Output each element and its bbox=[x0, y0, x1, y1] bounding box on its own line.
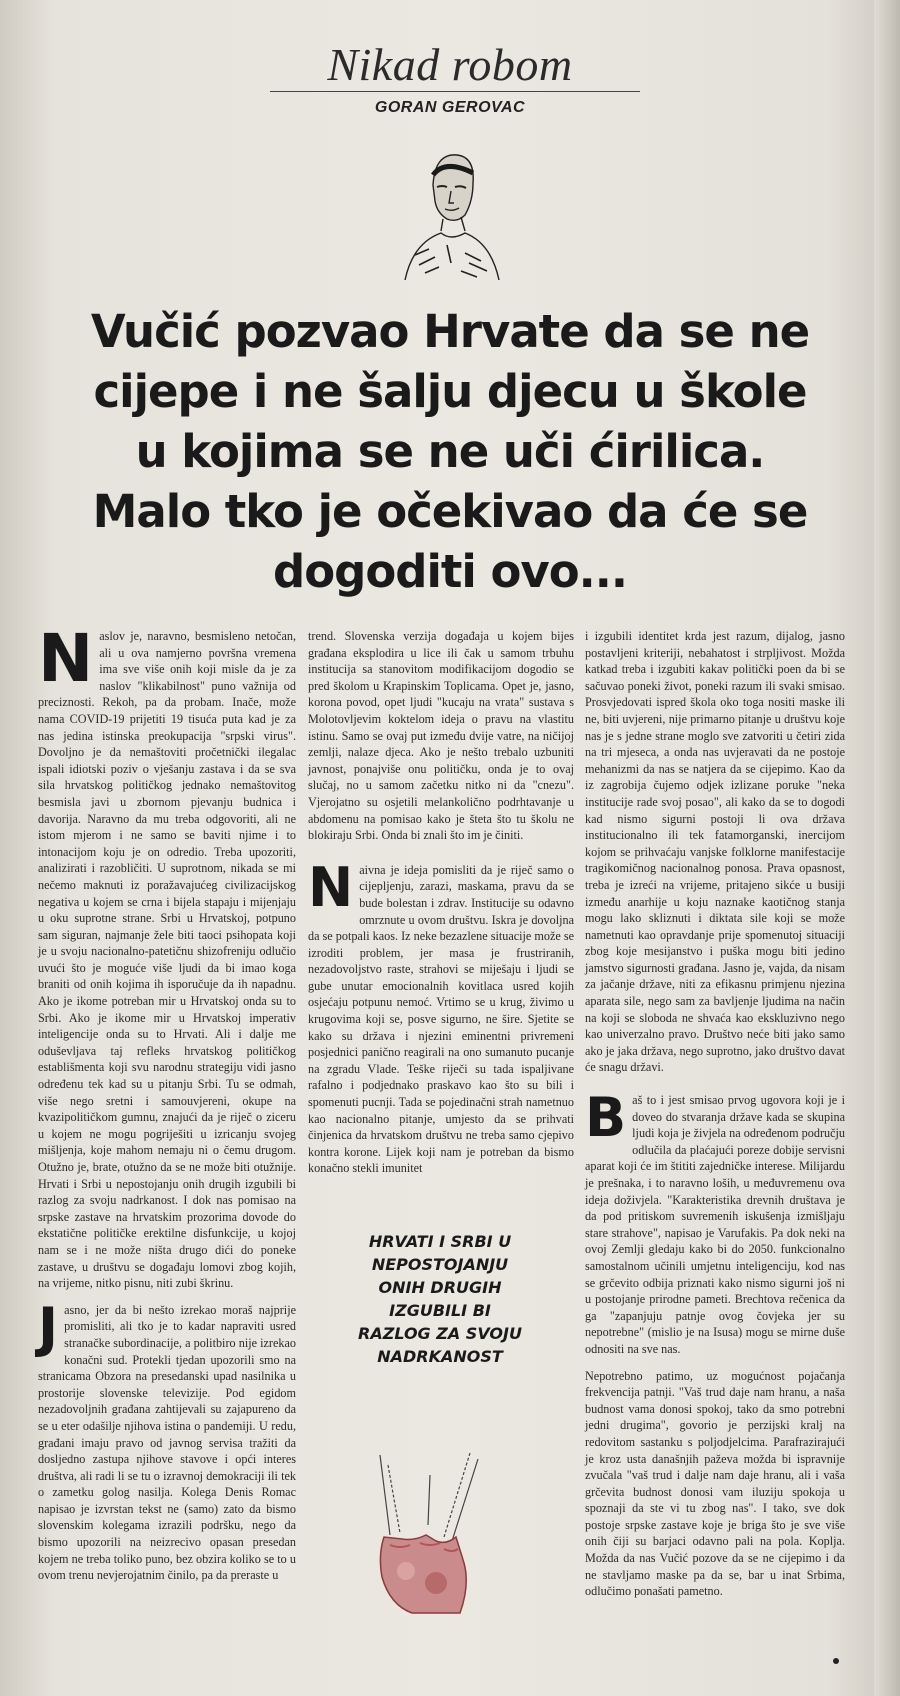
page-fold-shadow bbox=[874, 0, 900, 1696]
author-byline: GORAN GEROVAC bbox=[374, 99, 526, 116]
paragraph bbox=[585, 1086, 845, 1358]
paragraph bbox=[38, 1295, 296, 1584]
author-portrait bbox=[395, 145, 505, 280]
drop-cap: N bbox=[38, 620, 94, 697]
paragraph bbox=[38, 620, 296, 1292]
paragraph-text: aivna je ideja pomisliti da je riječ samo o cijepljenju, zarazi, maskama, pravu da se bude bolestan i zdrav. Institucije su odavno omrznute u ovom društvu. Iskra je dovoljna da se potpali kaos. Iz neke bezazlene situacije može se izroditi problem, jer masa je frustriranih, nezadovoljstvo raste, strahovi se miješaju i ljudi se gube unutar emocionalnih kovitlaca usred kojih osjećaju potpunu nemoć. Vrtimo se u krug, živimo u krugovima koji se, posve sigurno, ne šire. Sjetite se kako su država i njezini eminentni privremeni posjednici panično reagirali na ono sumanuto pucanje na zgradu Vlade. Teške riječi su tada ispaljivane rafalno i podjednako praskavo kao što su bili i spomenuti pucnji. Tada se pojedinačni strah nametnuo kao nacionalno pitanje, umjesto da se prihvati činjenica da hrvatskom društvu ne treba samo cjepivo kontra korone. Lijek koji nam je potreban da bismo konačno stekli imunitet bbox=[308, 862, 574, 1176]
drop-cap: J bbox=[38, 1295, 59, 1359]
article-column-3 bbox=[585, 628, 845, 1610]
paragraph: Nepotrebno patimo, uz mogućnost pojačanja frekvencija patnji. "Vaš trud daje nam hranu, a naša budnost vama donosi spokoj, tako da smo potrebni jedni drugima", govorio je perzijski kralj na redovitom sastanku s poljodjelcima. Parafrazirajući je kroz usta današnjih paževa možda bi ispravnije zvučala "vaš trud i dalje nam daje hranu, ali i vaša grčevita budnost donosi vam iluziju spokoja u spoznaji da ste vi tu zbog nas". I tako, sve dok postoje srpske zastave koje je briga što je sve više onih čiji su barjaci odavno pali na pola. Koplja. Možda da nas Vučić pozove da se ne cijepimo i da ne stavljamo maske pa da se, bar u inat Srbima, odlučimo ponašati pametno. bbox=[585, 1368, 845, 1599]
drop-cap: B bbox=[585, 1086, 627, 1150]
column-title: Nikad robom bbox=[327, 39, 573, 90]
drop-cap: N bbox=[308, 855, 354, 919]
article-column-1 bbox=[38, 620, 296, 1594]
paragraph: trend. Slovenska verzija događaja u kojem bijes građana eksplodira u lice ili čak u samom trbuhu institucija sa stanovitom modifikacijom dogodio se pred školom u Krapinskim Toplicama. Opet je, jasno, korona povod, opet ljudi "kucaju na vrata" sustava s Molotovljevim koktelom ideja o pravu na vlastitu istinu. Samo se ovaj put između dvije vatre, na ničijoj zemlji, nalaze djeca. Ako je nešto trebalo uzbuniti javnost, ponajviše onu političku, onda je to ovaj slučaj, no u samom začetku nitko ni da "cnezu". Vjerojatno su osjetili melankolično podrhtavanje u abdomenu na pomisao kako je šteta što tu školu ne blokiraju Srbi. Onda bi znali što im je činiti. bbox=[308, 629, 574, 843]
paragraph-text: asno, jer da bi nešto izrekao moraš najprije promisliti, ali tko je to kadar napraviti usred stranačke subordinacije, a politbiro nije izrekao konačni sud. Protekli tjedan upozorili smo na stranicama Obzora na presedanski upad nasilnika u prostorije slovenske televizije. Pod egidom nezadovoljnih građana zahtijevali su zajapureno da se u eter odašilje njihova istina o pandemiji. U redu, građani imaju pravo od javnog servisa tražiti da dosljedno zastupa njihove stavove i opći interes društva, ali radi li se tu o izravnoj demokraciji ili tek o zametku golog nasilja. Kolega Denis Romac napisao je izvrstan tekst ne (samo) zato da bismo slovenskim kolegama izrazili podršku, nego da bismo upozorili na neizrecivo opasan presedan kojem ne treba toliko puno, bez obzira koliko se to u ovom trenu nevjerojatnim činilo, pa da preraste u bbox=[38, 1302, 296, 1583]
title-rule bbox=[270, 91, 640, 92]
pull-quote: HRVATI I SRBI U NEPOSTOJANJU ONIH DRUGIH IZGUBILI BI RAZLOG ZA SVOJU NADRKANOST bbox=[358, 1232, 522, 1366]
paragraph-text: aš to i jest smisao prvog ugovora koji je i doveo do stvaranja države kada se skupina ljudi koja je živjela na određenom području odlučila da plaćajući poreze dobije servisni aparat koji će im štititi zajedničke interese. Milijardu je prešnaka, i to naravno loših, u međuvremenu ova ideja doživjela. "Karakteristika drevnih društava je da pod pritiskom suvremenih iskušenja izmišljaju stare strahove", napisao je Varufakis. Pa dok neki na ovoj Zemlji gledaju kako bi do 2050. funkcionalno samostalnom učinili umjetnu inteligenciju, kod nas se grčevito odbija priznati kako nismo sigurni još ni u postojanje prirodne pameti. Brechtova rečenica da ga "zapanjuju patnje ovog čovjeka jer su nepotrebne" (mislio je na Isusa) mogu se mirne duše odnositi na sve nas. bbox=[585, 1093, 845, 1356]
article-column-2 bbox=[308, 628, 574, 1187]
headline: Vučić pozvao Hrvate da se ne cijepe i ne šalju djecu u škole u kojima se ne uči ćirilica. Malo tko je očekivao da će se dogoditi ovo... bbox=[90, 305, 810, 598]
end-mark bbox=[833, 1658, 839, 1664]
paragraph-text: aslov je, naravno, besmisleno netočan, ali u ova namjerno površna vremena ima sve više onih koji misle da je za naslov "klikabilnost" puno važnija od preciznosti. Rekoh, pa da probam. Inače, može nama COVID-19 prijetiti 19 tisuća puta kad je za nas jedina istinska preokupacija "srpski virus". Dovoljno je da nemaštoviti pročetnički ilegalac ispali idiotski poziv o vješanju zastava i da se sva sila hrvatskog političkog jednako nemaštovitog besmisla javi u zbornom pjevanju budnica i davorija. Naravno da mu treba odgovoriti, ali ne istom mjerom i ne samo se baviti njime i to intonacijom koju je on odredio. Treba upozoriti, analizirati i razobličiti. U suprotnom, nikada se mi nečemo maknuti iz poražavajućeg civilizacijskog negativa u kojem se crna i bijela stapaju i mijenjaju u oku suprotne strane. Srbi u Hrvatskoj, potpuno sam siguran, najmanje žele biti taoci psihopata koji je u svoju nacionalno-patetičnu shizofreniju odlučio uvući što je moguće više ljudi da bi imao koga braniti od onih kojima ih isporučuje da ih napadnu. Ako je ikome potreban mir u Hrvatskoj onda su to Srbi. Ako je ikome mir u Hrvatskoj imperativ inteligencije onda su to Hrvati. Ali i dalje me oduševljava taj refleks hrvatskog političkog establišmenta koji svu narodnu strategiju vidi jasno određenu tek kad su u pitanju Srbi. Tu se odmah, više nego sretni i samouvjereni, okupe na kvazipolitičkom gumnu, znajući da je riječ o ziceru u kojem ne mogu pogriješiti u izricanju svojeg mišljenja, koje mahom nemaju ni o čemu drugom. Otužno je, brate, otužno da se ne može biti otužnije. Hrvati i Srbi u nepostojanju onih drugih izgubili bi razlog za svoju nadrkanost. I dok nas pomisao na srpske zastave na hrvatskim prozorima dovode do ekstatične političke erektilne disfunkcije, u kojoj nam se i ne može ništa drugo dići do poneke zastave, u društvu se događaju lomovi zbog kojih, na vrijeme, nitko pisnu, niti zubi škrinu. bbox=[38, 629, 296, 1291]
paragraph bbox=[308, 855, 574, 1177]
paragraph: i izgubili identitet krda jest razum, dijalog, jasno postavljeni kriteriji, nebahatost i strpljivost. Možda katkad treba i izgubiti kakav politički poen da bi se sačuvao poneki život, poneki razum ili svaki smisao. Prosvjedovati ispred škola oko toga nositi maske ili ne, biti uvjereni, nije primarno pitanje u društvu koje nas je s jedne strane moglo sve zatvoriti u četiri zida na tri mjeseca, a onda nas uvjeravati da ne postoje mehanizmi da nas se natjera da se cijepimo. Kao da iz zagrobija čujemo odjek izlizane poruke "neka institucije rade svoj posao", ali kako da se to dogodi kad nismo sigurni postoji li ova država institucionalno ili tek fatamorganski, inercijom kojom se prihvaćaju vanjske folklorne manifestacije tragikomičnog nacionalnog ponosa. Prava opasnost, treba je izreći na vrijeme, pritajeno sikće u busiji između anarhije u koju naznake kaotičnog stanja mogu lako skliznuti i diktata sile koji se može nametnuti kao opravdanje prije spomenutoj situaciji zbog koje mesijanstvo i puška mogu biti jedino jamstvo sigurnosti građana. Jasno je, vajda, da nisam za jačanje države, niti za efikasnu primjenu njezina aparata sile, nego sam za bavljenje ljudima na način na koji se sloboda ne shvaća kao ekskluzivno nego kao univerzalno pravo. Društvo neće biti jako samo ako je jaka država, nego suprotno, jako društvo davat će snagu državi. bbox=[585, 629, 845, 1075]
vaccine-hand-illustration bbox=[360, 1445, 500, 1615]
